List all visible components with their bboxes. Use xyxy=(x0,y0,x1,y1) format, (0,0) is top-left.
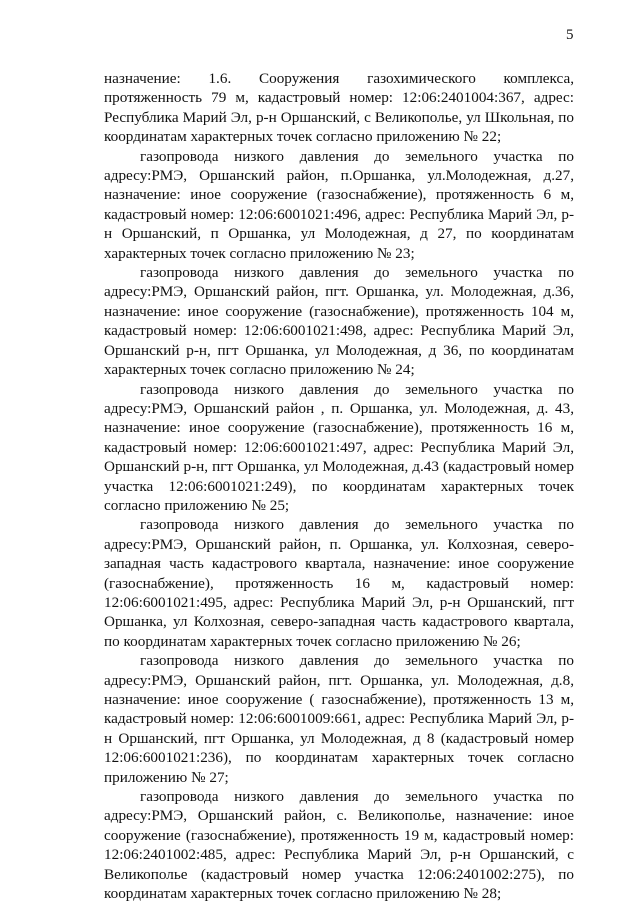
paragraph-gas-pipeline-appendix-28: газопровода низкого давления до земельного участка по адресу:РМЭ, Оршанский район, с. Великополье, назначение: иное сооружение (газоснабжение), протяженность 19 м, кадастровый номер: 12:06:2401002:485, адрес: Республика Марий Эл, р-н Оршанский, с Великополье (кадастровый номер участка 12:06:2401002:275), по координатам характерных точек согласно приложению № 28; xyxy=(104,788,574,903)
document-body xyxy=(104,69,574,903)
paragraph-gas-pipeline-appendix-26: газопровода низкого давления до земельного участка по адресу:РМЭ, Оршанский район, п. Оршанка, ул. Колхозная, северо-западная часть кадастрового квартала, назначение: иное сооружение (газоснабжение), протяженность 16 м, кадастровый номер: 12:06:6001021:495, адрес: Республика Марий Эл, р-н Оршанский, пгт Оршанка, ул Колхозная, северо-западная часть кадастрового квартала, по координатам характерных точек согласно приложению № 26; xyxy=(104,516,574,650)
paragraph-gas-pipeline-appendix-23: газопровода низкого давления до земельного участка по адресу:РМЭ, Оршанский район, п.Оршанка, ул.Молодежная, д.27, назначение: иное сооружение (газоснабжение), протяженность 6 м, кадастровый номер: 12:06:6001021:496, адрес: Республика Марий Эл, р-н Оршанский, п Оршанка, ул Молодежная, д 27, по координатам характерных точек согласно приложению № 23; xyxy=(104,147,574,262)
paragraph-gas-pipeline-appendix-25: газопровода низкого давления до земельного участка по адресу:РМЭ, Оршанский район , п. Оршанка, ул. Молодежная, д. 43, назначение: иное сооружение (газоснабжение), протяженность 16 м, кадастровый номер: 12:06:6001021:497, адрес: Республика Марий Эл, Оршанский р-н, пгт Оршанка, ул Молодежная, д.43 (кадастровый номер участка 12:06:6001021:249), по координатам характерных точек согласно приложению № 25; xyxy=(104,380,574,514)
paragraph-gas-pipeline-appendix-27: газопровода низкого давления до земельного участка по адресу:РМЭ, Оршанский район, пгт. Оршанка, ул. Молодежная, д.8, назначение: иное сооружение ( газоснабжение), протяженность 13 м, кадастровый номер: 12:06:6001009:661, адрес: Республика Марий Эл, р-н Оршанский, пгт Оршанка, ул Молодежная, д 8 (кадастровый номер 12:06:6001021:236), по координатам характерных точек согласно приложению № 27; xyxy=(104,652,574,786)
page-number: 5 xyxy=(566,27,574,43)
paragraph-gas-pipeline-appendix-24: газопровода низкого давления до земельного участка по адресу:РМЭ, Оршанский район, пгт. Оршанка, ул. Молодежная, д.36, назначение: иное сооружение (газоснабжение), протяженность 104 м, кадастровый номер: 12:06:6001021:498, адрес: Республика Марий Эл, Оршанский р-н, пгт Оршанка, ул Молодежная, д 36, по координатам характерных точек согласно приложению № 24; xyxy=(104,264,574,379)
paragraph-structure-1-6: назначение: 1.6. Сооружения газохимического комплекса, протяженность 79 м, кадастровый номер: 12:06:2401004:367, адрес: Республика Марий Эл, р-н Оршанский, с Великополье, ул Школьная, по координатам характерных точек согласно приложению № 22; xyxy=(104,70,574,146)
